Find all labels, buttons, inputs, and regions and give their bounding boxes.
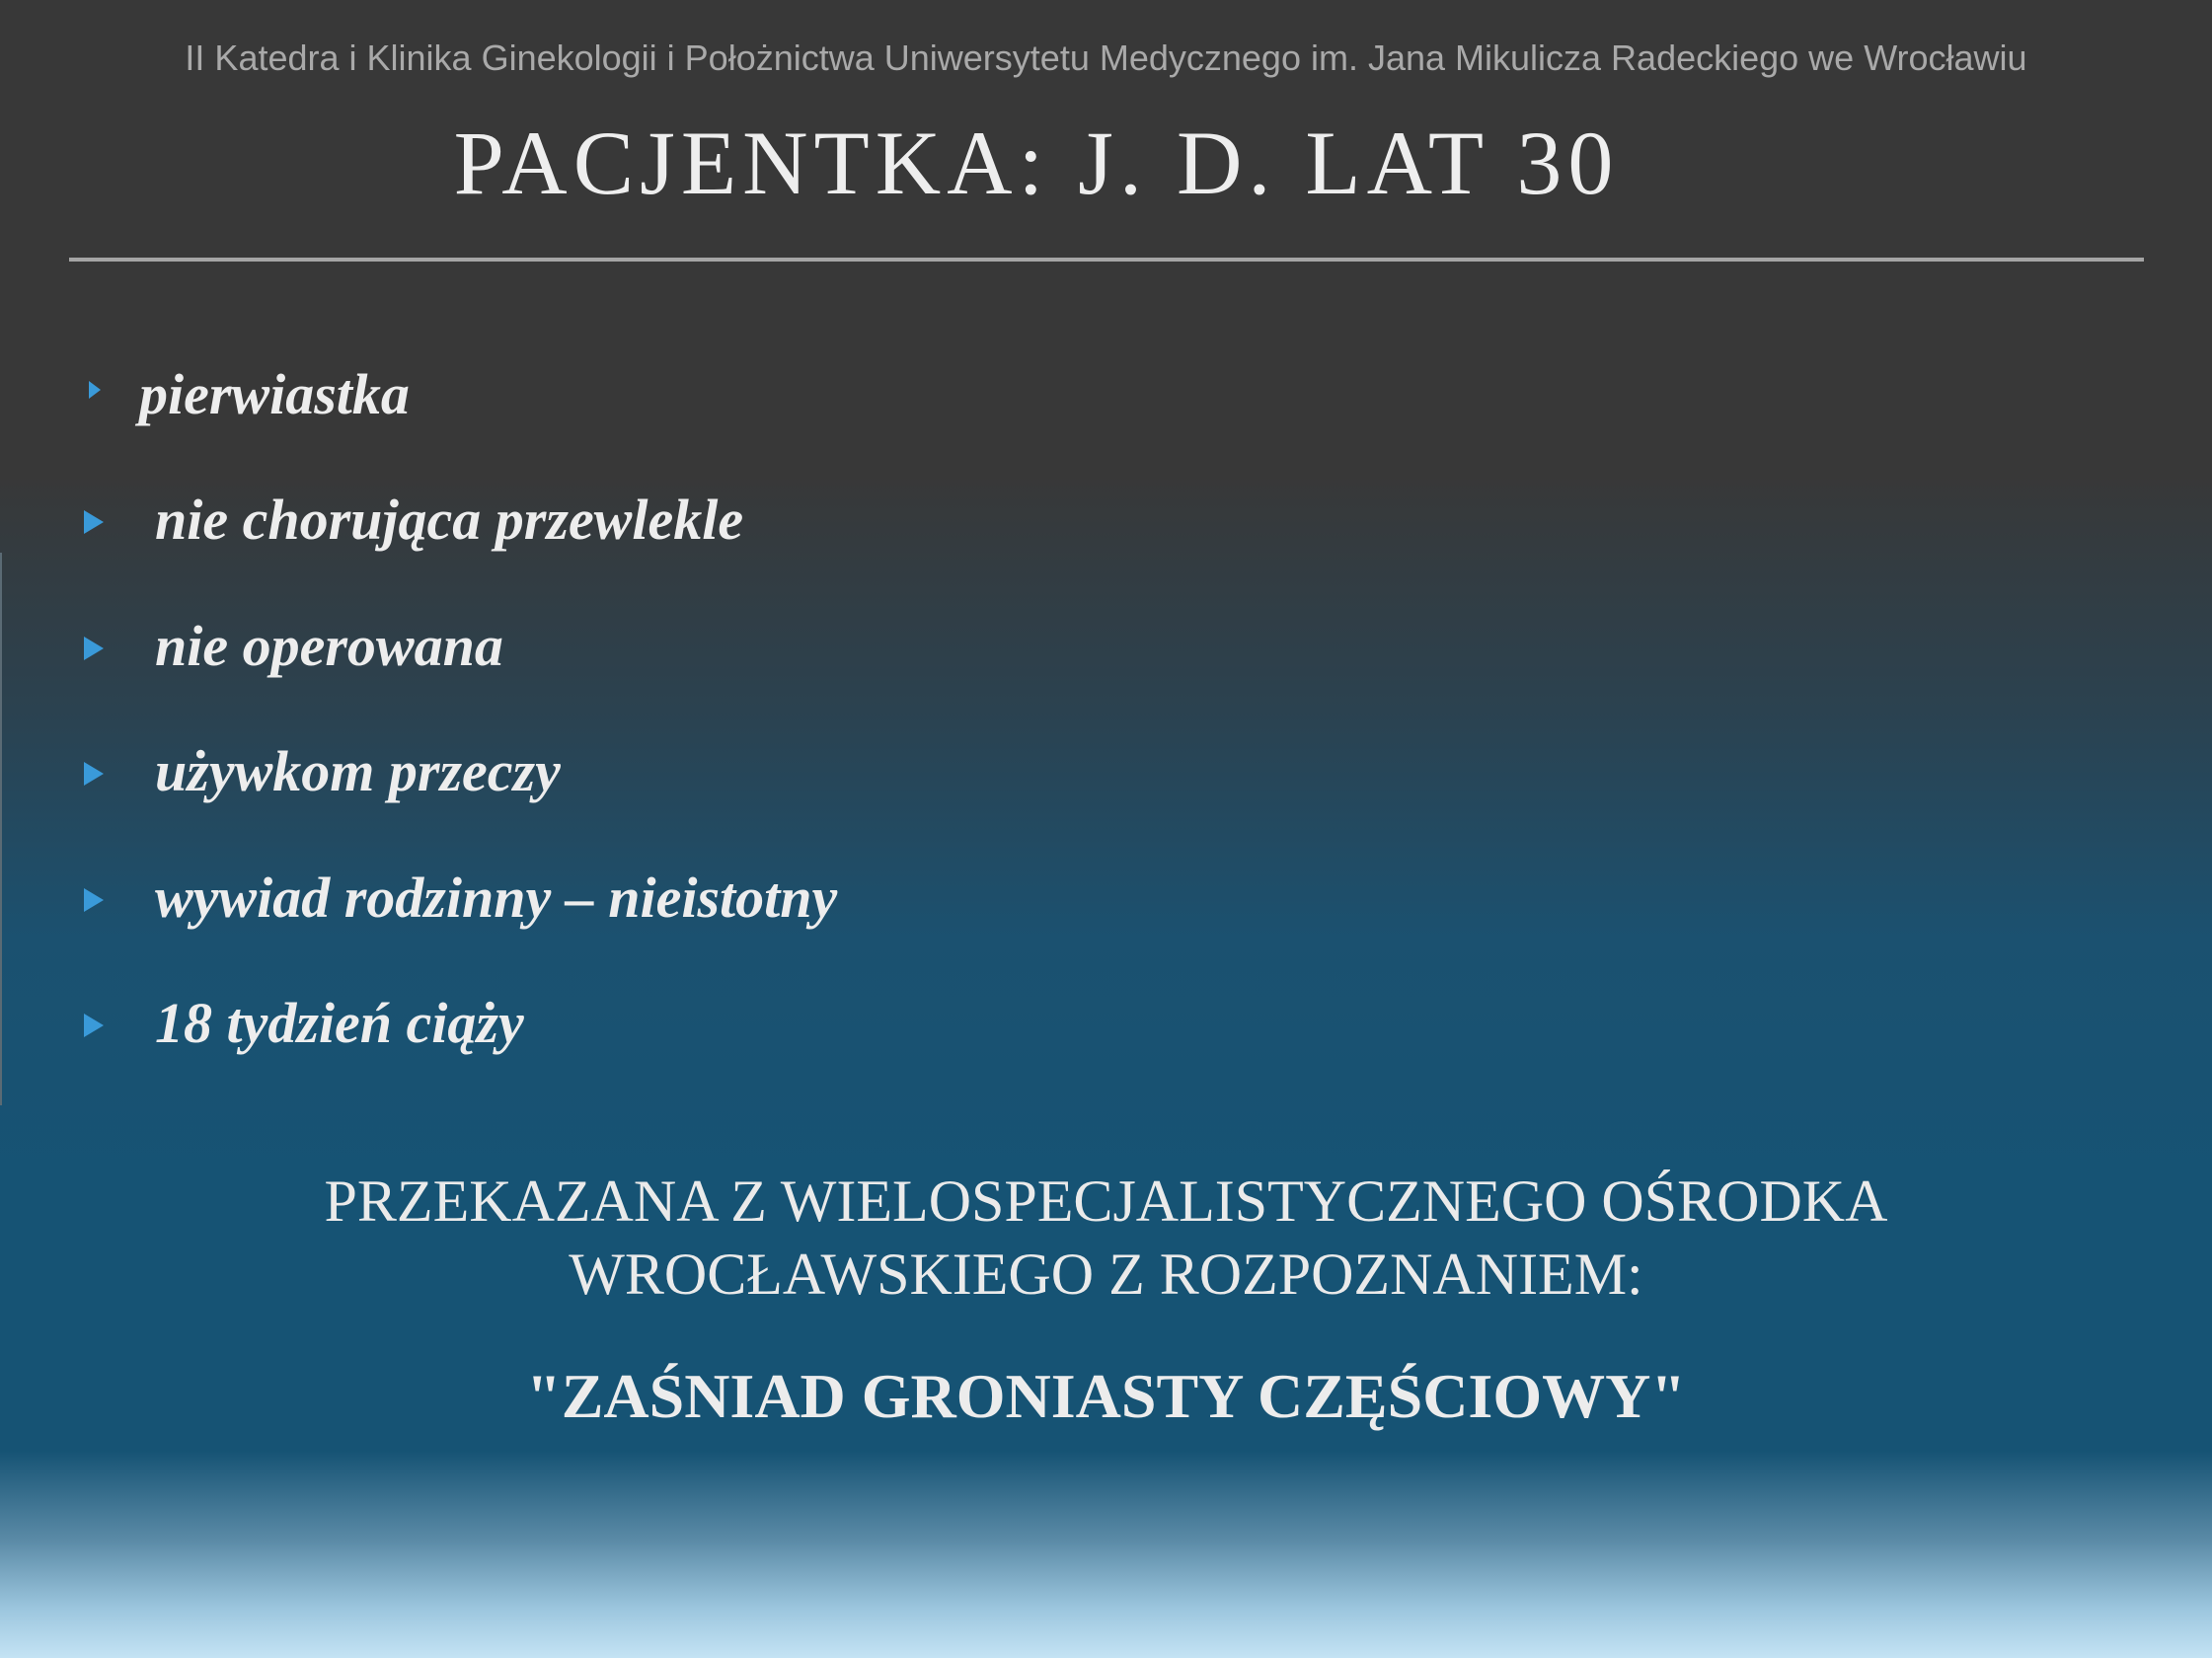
slide-title: PACJENTKA: J. D. LAT 30 — [453, 113, 1620, 213]
list-item — [84, 990, 1268, 1069]
bullet-arrow-icon — [89, 381, 101, 399]
list-item-text: 18 tydzień ciąży — [155, 991, 524, 1055]
referral-line: WROCŁAWSKIEGO Z ROZPOZNANIEM: — [569, 1242, 1643, 1307]
list-item-text: pierwiastka — [139, 362, 410, 426]
list-item-text: wywiad rodzinny – nieistotny — [155, 866, 838, 930]
bullet-arrow-icon — [84, 510, 104, 534]
diagnosis-text: "ZAŚNIAD GRONIASTY CZĘŚCIOWY" — [526, 1361, 1686, 1431]
list-item — [84, 487, 1268, 565]
bullet-arrow-icon — [84, 1014, 104, 1037]
bullet-arrow-icon — [84, 637, 104, 660]
list-item-text: używkom przeczy — [155, 739, 561, 803]
referral-line: PRZEKAZANA Z WIELOSPECJALISTYCZNEGO OŚRODKA — [324, 1168, 1888, 1234]
list-item-text: nie operowana — [155, 614, 503, 678]
slide-left-edge — [0, 553, 2, 1105]
title-divider — [69, 258, 2144, 262]
bullet-arrow-icon — [84, 888, 104, 912]
list-item — [84, 738, 1268, 817]
list-item — [84, 865, 1268, 943]
list-item-text: nie chorująca przewlekle — [155, 488, 744, 552]
bullet-arrow-icon — [84, 762, 104, 786]
institution-header: II Katedra i Klinika Ginekologii i Położnictwa Uniwersytetu Medycznego im. Jana Mikulicza Radeckiego we Wrocławiu — [185, 38, 2027, 78]
referral-statement — [0, 1165, 2212, 1311]
list-item — [84, 613, 1268, 692]
list-item — [84, 361, 1268, 440]
